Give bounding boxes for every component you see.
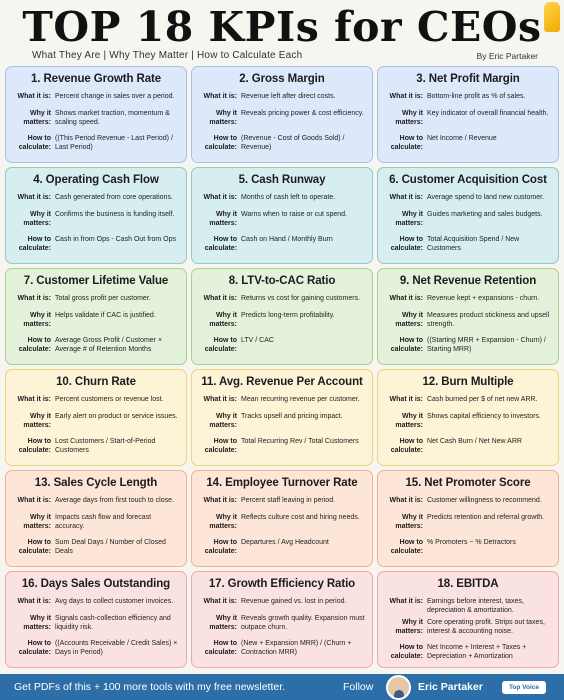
- kpi-value-what: Average spend to land new customer.: [427, 194, 545, 201]
- kpi-label-what: What it is:: [17, 194, 51, 201]
- kpi-card: [377, 66, 559, 163]
- kpi-title: 8. LTV-to-CAC Ratio: [228, 275, 336, 287]
- kpi-row-why: [383, 618, 553, 640]
- top-voice-badge: Top Voice: [502, 681, 546, 694]
- kpi-row-how: [197, 235, 367, 255]
- kpi-row-what: [383, 395, 553, 409]
- kpi-value-how: Lost Customers / Start-of-Period Customers: [55, 438, 156, 454]
- kpi-label-what: What it is:: [389, 497, 423, 504]
- kpi-label-what: What it is:: [389, 295, 423, 302]
- kpi-row-what: [383, 597, 553, 615]
- kpi-value-why: Predicts retention and referral growth.: [427, 514, 545, 521]
- kpi-label-how: How to calculate:: [204, 337, 237, 353]
- kpi-title: 1. Revenue Growth Rate: [30, 73, 162, 85]
- author-name[interactable]: Eric Partaker: [418, 681, 483, 693]
- kpi-row-how: [11, 235, 181, 255]
- kpi-label-how: How to calculate:: [390, 135, 423, 151]
- kpi-value-why: Helps validate if CAC is justified.: [55, 312, 156, 319]
- kpi-value-why: Measures product stickiness and upsell strength.: [427, 312, 550, 328]
- kpi-card: [191, 167, 373, 264]
- kpi-label-what: What it is:: [203, 93, 237, 100]
- kpi-label-how: How to calculate:: [204, 236, 237, 252]
- kpi-title: 13. Sales Cycle Length: [34, 477, 158, 489]
- kpi-grid: [5, 66, 560, 668]
- kpi-value-what: Avg days to collect customer invoices.: [55, 598, 174, 605]
- kpi-row-what: [383, 496, 553, 510]
- kpi-label-what: What it is:: [203, 194, 237, 201]
- kpi-value-what: Customer willingness to recommend.: [427, 497, 542, 504]
- kpi-label-what: What it is:: [203, 396, 237, 403]
- kpi-card: [5, 66, 187, 163]
- kpi-row-why: [383, 513, 553, 535]
- kpi-label-how: How to calculate:: [390, 539, 423, 555]
- kpi-value-why: Confirms the business is funding itself.: [55, 211, 175, 218]
- kpi-label-why: Why it matters:: [209, 615, 237, 631]
- kpi-row-how: [197, 538, 367, 558]
- kpi-value-what: Bottom-line profit as % of sales.: [427, 93, 526, 100]
- kpi-row-how: [197, 336, 367, 356]
- kpi-label-why: Why it matters:: [23, 110, 51, 126]
- kpi-row-why: [197, 210, 367, 232]
- kpi-label-why: Why it matters:: [395, 514, 423, 530]
- kpi-value-why: Reveals pricing power & cost efficiency.: [241, 110, 364, 117]
- kpi-value-why: Shows market traction, momentum & scaling speed.: [55, 110, 170, 126]
- kpi-row-why: [383, 109, 553, 131]
- kpi-value-how: ((Starting MRR + Expansion - Churn) / Starting MRR): [427, 337, 546, 353]
- kpi-row-what: [383, 294, 553, 308]
- kpi-label-why: Why it matters:: [395, 413, 423, 429]
- kpi-label-why: Why it matters:: [209, 312, 237, 328]
- newsletter-cta[interactable]: Get PDFs of this + 100 more tools with my free newsletter.: [14, 681, 286, 693]
- kpi-value-why: Impacts cash flow and forecast accuracy.: [55, 514, 152, 530]
- kpi-row-how: [11, 639, 181, 659]
- kpi-value-what: Cash generated from core operations.: [55, 194, 173, 201]
- kpi-value-what: Revenue gained vs. lost in period.: [241, 598, 347, 605]
- kpi-card: [5, 470, 187, 567]
- kpi-value-why: Tracks upsell and pricing impact.: [241, 413, 343, 420]
- kpi-label-what: What it is:: [389, 93, 423, 100]
- kpi-label-what: What it is:: [17, 598, 51, 605]
- kpi-title: 15. Net Promoter Score: [405, 477, 531, 489]
- kpi-row-why: [197, 311, 367, 333]
- kpi-label-why: Why it matters:: [209, 211, 237, 227]
- kpi-label-how: How to calculate:: [204, 539, 237, 555]
- kpi-label-what: What it is:: [17, 93, 51, 100]
- kpi-row-how: [11, 437, 181, 457]
- kpi-value-how: Total Acquisition Spend / New Customers: [427, 236, 520, 252]
- kpi-value-why: Signals cash-collection efficiency and liquidity risk.: [55, 615, 171, 631]
- kpi-title: 2. Gross Margin: [239, 73, 325, 85]
- kpi-label-what: What it is:: [203, 295, 237, 302]
- kpi-label-what: What it is:: [389, 396, 423, 403]
- kpi-value-how: % Promoters − % Detractors: [427, 539, 516, 546]
- kpi-label-why: Why it matters:: [395, 619, 423, 635]
- kpi-label-why: Why it matters:: [209, 413, 237, 429]
- hand-emoji-icon: [544, 2, 560, 32]
- kpi-row-what: [383, 92, 553, 106]
- kpi-title: 12. Burn Multiple: [422, 376, 514, 388]
- kpi-value-how: (Revenue - Cost of Goods Sold) / Revenue): [241, 135, 345, 151]
- kpi-title: 18. EBITDA: [437, 578, 499, 590]
- kpi-value-why: Reflects culture cost and hiring needs.: [241, 514, 360, 521]
- kpi-card: [191, 66, 373, 163]
- kpi-value-how: Sum Deal Days / Number of Closed Deals: [55, 539, 166, 555]
- kpi-row-how: [197, 639, 367, 659]
- kpi-value-why: Guides marketing and sales budgets.: [427, 211, 543, 218]
- kpi-card: [5, 571, 187, 668]
- kpi-card: [191, 369, 373, 466]
- footer-bar: [0, 674, 564, 700]
- kpi-label-why: Why it matters:: [23, 211, 51, 227]
- kpi-label-what: What it is:: [389, 194, 423, 201]
- kpi-label-why: Why it matters:: [395, 211, 423, 227]
- kpi-title: 17. Growth Efficiency Ratio: [208, 578, 356, 590]
- kpi-title: 11. Avg. Revenue Per Account: [201, 376, 363, 388]
- kpi-value-how: ((This Period Revenue - Last Period) / Last Period): [55, 135, 173, 151]
- kpi-value-what: Revenue kept + expansions - churn.: [427, 295, 540, 302]
- kpi-card: [377, 167, 559, 264]
- kpi-row-what: [197, 193, 367, 207]
- follow-label[interactable]: Follow: [343, 681, 374, 693]
- kpi-label-how: How to calculate:: [390, 644, 423, 660]
- kpi-row-what: [383, 193, 553, 207]
- kpi-card: [377, 369, 559, 466]
- kpi-value-what: Cash burned per $ of net new ARR.: [427, 396, 538, 403]
- kpi-label-how: How to calculate:: [390, 236, 423, 252]
- kpi-label-why: Why it matters:: [209, 110, 237, 126]
- kpi-label-how: How to calculate:: [18, 640, 51, 656]
- kpi-label-how: How to calculate:: [18, 438, 51, 454]
- kpi-label-why: Why it matters:: [395, 110, 423, 126]
- kpi-title: 14. Employee Turnover Rate: [206, 477, 358, 489]
- kpi-row-why: [11, 513, 181, 535]
- kpi-card: [377, 571, 559, 668]
- kpi-value-what: Average days from first touch to close.: [55, 497, 174, 504]
- kpi-value-what: Percent customers or revenue lost.: [55, 396, 164, 403]
- kpi-value-how: Total Recurring Rev / Total Customers: [241, 438, 359, 445]
- kpi-label-why: Why it matters:: [395, 312, 423, 328]
- kpi-row-what: [11, 193, 181, 207]
- kpi-row-what: [197, 92, 367, 106]
- kpi-label-what: What it is:: [389, 598, 423, 605]
- kpi-title: 5. Cash Runway: [238, 174, 326, 186]
- kpi-value-how: Net Income + Interest + Taxes + Depreciation + Amortization: [427, 644, 527, 660]
- page-subtitle: What They Are | Why They Matter | How to Calculate Each: [32, 50, 303, 61]
- kpi-row-why: [197, 513, 367, 535]
- kpi-row-what: [11, 496, 181, 510]
- kpi-card: [191, 268, 373, 365]
- kpi-row-how: [197, 134, 367, 154]
- kpi-value-what: Revenue left after direct costs.: [241, 93, 336, 100]
- kpi-label-how: How to calculate:: [390, 337, 423, 353]
- kpi-row-why: [197, 109, 367, 131]
- kpi-value-why: Warns when to raise or cut spend.: [241, 211, 347, 218]
- kpi-row-what: [197, 294, 367, 308]
- kpi-row-why: [383, 311, 553, 333]
- kpi-card: [5, 167, 187, 264]
- kpi-row-how: [11, 134, 181, 154]
- kpi-row-what: [197, 496, 367, 510]
- kpi-label-why: Why it matters:: [209, 514, 237, 530]
- kpi-label-what: What it is:: [203, 598, 237, 605]
- kpi-label-how: How to calculate:: [18, 337, 51, 353]
- kpi-value-what: Mean recurring revenue per customer.: [241, 396, 360, 403]
- kpi-value-how: Departures / Avg Headcount: [241, 539, 329, 546]
- kpi-value-how: ((Accounts Receivable / Credit Sales) × Days in Period): [55, 640, 178, 656]
- kpi-row-what: [197, 597, 367, 611]
- kpi-value-why: Shows capital efficiency to investors.: [427, 413, 541, 420]
- kpi-row-how: [383, 336, 553, 356]
- kpi-row-how: [383, 437, 553, 457]
- kpi-label-why: Why it matters:: [23, 312, 51, 328]
- kpi-value-what: Earnings before interest, taxes, depreciation & amortization.: [427, 598, 524, 614]
- kpi-label-what: What it is:: [17, 497, 51, 504]
- kpi-label-how: How to calculate:: [390, 438, 423, 454]
- kpi-value-what: Returns vs cost for gaining customers.: [241, 295, 361, 302]
- kpi-label-how: How to calculate:: [18, 236, 51, 252]
- kpi-row-why: [11, 412, 181, 434]
- kpi-card: [191, 470, 373, 567]
- kpi-label-why: Why it matters:: [23, 413, 51, 429]
- kpi-value-what: Months of cash left to operate.: [241, 194, 336, 201]
- kpi-title: 6. Customer Acquisition Cost: [389, 174, 547, 186]
- kpi-value-why: Key indicator of overall financial health.: [427, 110, 549, 117]
- kpi-row-why: [383, 210, 553, 232]
- kpi-card: [377, 470, 559, 567]
- kpi-value-how: Net Cash Burn / Net New ARR: [427, 438, 522, 445]
- kpi-row-how: [383, 134, 553, 154]
- kpi-label-what: What it is:: [203, 497, 237, 504]
- kpi-row-what: [11, 294, 181, 308]
- kpi-row-what: [11, 597, 181, 611]
- kpi-row-what: [11, 92, 181, 106]
- kpi-label-why: Why it matters:: [23, 514, 51, 530]
- kpi-row-how: [383, 235, 553, 255]
- kpi-card: [5, 369, 187, 466]
- kpi-value-what: Percent staff leaving in period.: [241, 497, 336, 504]
- kpi-row-how: [383, 643, 553, 663]
- kpi-title: 9. Net Revenue Retention: [399, 275, 537, 287]
- page-title: TOP 18 KPIs for CEOs: [22, 3, 542, 51]
- kpi-value-why: Reveals growth quality. Expansion must outpace churn.: [241, 615, 365, 631]
- kpi-row-why: [197, 412, 367, 434]
- kpi-label-how: How to calculate:: [204, 135, 237, 151]
- kpi-value-how: Cash on Hand / Monthly Burn: [241, 236, 333, 243]
- kpi-label-what: What it is:: [17, 295, 51, 302]
- kpi-row-why: [11, 210, 181, 232]
- kpi-row-why: [11, 109, 181, 131]
- kpi-label-what: What it is:: [17, 396, 51, 403]
- avatar: [386, 675, 411, 700]
- kpi-row-how: [11, 336, 181, 356]
- kpi-row-what: [11, 395, 181, 409]
- kpi-row-what: [197, 395, 367, 409]
- kpi-row-how: [197, 437, 367, 457]
- kpi-value-how: (New + Expansion MRR) / (Churn + Contraction MRR): [241, 640, 352, 656]
- kpi-label-how: How to calculate:: [204, 640, 237, 656]
- kpi-label-how: How to calculate:: [204, 438, 237, 454]
- kpi-value-why: Predicts long-term profitability.: [241, 312, 335, 319]
- kpi-value-how: Average Gross Profit / Customer × Average # of Retention Months: [55, 337, 163, 353]
- kpi-value-how: LTV / CAC: [241, 337, 274, 344]
- kpi-row-why: [383, 412, 553, 434]
- kpi-title: 4. Operating Cash Flow: [33, 174, 159, 186]
- kpi-title: 16. Days Sales Outstanding: [21, 578, 171, 590]
- kpi-label-why: Why it matters:: [23, 615, 51, 631]
- kpi-title: 7. Customer Lifetime Value: [23, 275, 169, 287]
- kpi-card: [5, 268, 187, 365]
- kpi-title: 10. Churn Rate: [56, 376, 136, 388]
- kpi-value-how: Cash in from Ops - Cash Out from Ops: [55, 236, 176, 243]
- kpi-card: [191, 571, 373, 668]
- kpi-label-how: How to calculate:: [18, 539, 51, 555]
- kpi-row-why: [11, 311, 181, 333]
- kpi-title: 3. Net Profit Margin: [416, 73, 520, 85]
- kpi-value-why: Core operating profit. Strips out taxes, interest & accounting noise.: [427, 619, 545, 635]
- kpi-row-how: [11, 538, 181, 558]
- kpi-value-what: Total gross profit per customer.: [55, 295, 151, 302]
- kpi-label-how: How to calculate:: [18, 135, 51, 151]
- kpi-value-why: Early alert on product or service issues.: [55, 413, 178, 420]
- kpi-row-why: [197, 614, 367, 636]
- kpi-value-what: Percent change in sales over a period.: [55, 93, 175, 100]
- kpi-card: [377, 268, 559, 365]
- kpi-row-how: [383, 538, 553, 558]
- byline: By Eric Partaker: [476, 51, 538, 61]
- kpi-value-how: Net Income / Revenue: [427, 135, 497, 142]
- kpi-row-why: [11, 614, 181, 636]
